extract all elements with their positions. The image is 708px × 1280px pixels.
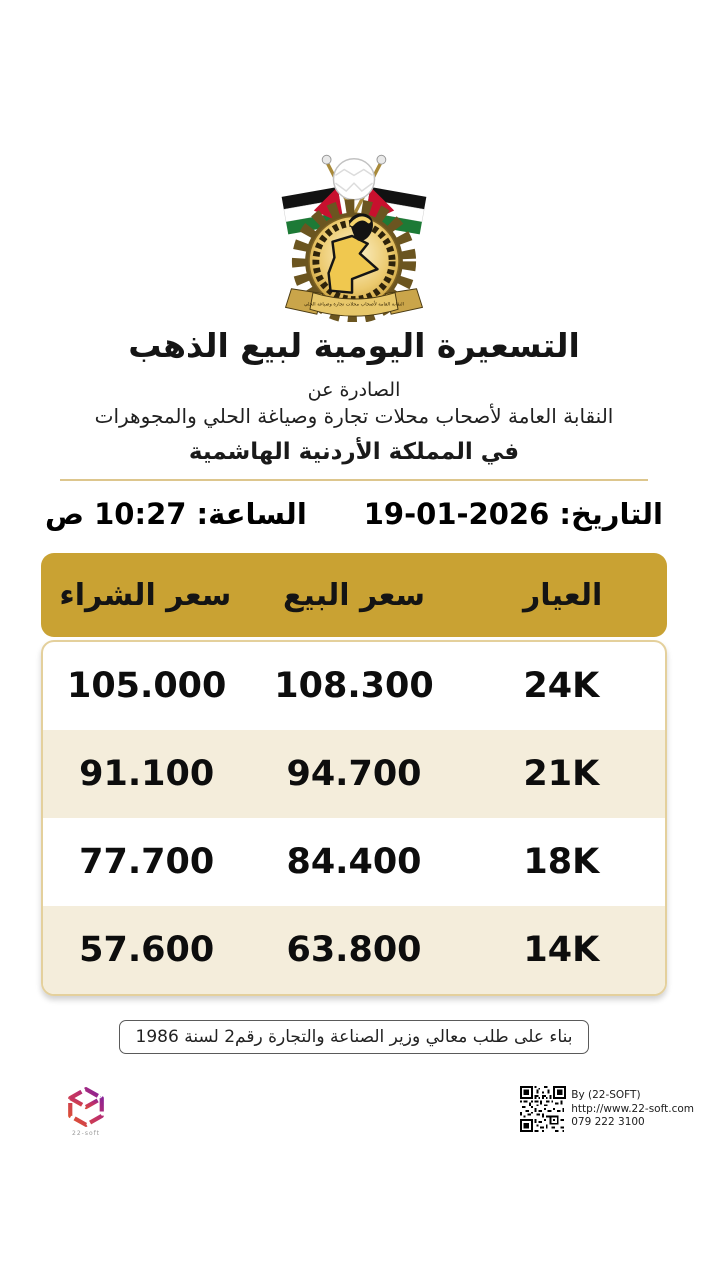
time-field — [45, 497, 307, 531]
subtitle-issued-by: الصادرة عن — [307, 379, 401, 401]
buy-price-cell: 77.700 — [79, 842, 215, 882]
sell-price-cell: 63.800 — [286, 930, 422, 970]
vendor-brand — [56, 1086, 116, 1137]
sell-price-cell: 94.700 — [286, 754, 422, 794]
credit-by: By (22-SOFT) — [571, 1089, 641, 1101]
syndicate-emblem-logo — [266, 146, 442, 322]
date-time-row — [45, 497, 663, 531]
gold-price-table — [41, 553, 667, 996]
table-row — [43, 730, 665, 818]
subtitle-syndicate-name: النقابة العامة لأصحاب محلات تجارة وصياغة الحلي والمجوهرات — [94, 404, 614, 428]
date-field — [364, 497, 663, 531]
buy-price-cell: 91.100 — [79, 754, 215, 794]
table-row — [43, 906, 665, 994]
note-container — [0, 1020, 708, 1054]
gold-divider — [60, 479, 648, 481]
column-header-karat: العيار — [523, 577, 603, 613]
buy-price-cell: 105.000 — [66, 666, 227, 706]
page-title: التسعيرة اليومية لبيع الذهب — [128, 326, 580, 365]
karat-cell: 18K — [523, 842, 600, 882]
legal-note: بناء على طلب معالي وزير الصناعة والتجارة رقم2 لسنة 1986 — [119, 1020, 590, 1054]
subtitle-kingdom: في المملكة الأردنية الهاشمية — [188, 439, 520, 465]
sell-price-cell: 108.300 — [274, 666, 434, 706]
date-label: التاريخ: — [559, 497, 663, 531]
table-row — [43, 818, 665, 906]
vendor-caption: 22-soft — [72, 1130, 100, 1137]
time-value: 10:27 ص — [45, 497, 187, 531]
ribbon-text: النقابة العامة لأصحاب محلات تجارة وصياغة الحلي — [303, 301, 405, 308]
credit-text — [571, 1086, 694, 1130]
table-row — [43, 642, 665, 730]
table-body — [41, 640, 667, 996]
karat-cell: 24K — [523, 666, 600, 706]
credit-block — [520, 1086, 694, 1132]
column-header-sell-price: سعر البيع — [282, 577, 426, 613]
column-header-buy-price: سعر الشراء — [59, 577, 232, 613]
gem-icon — [333, 159, 374, 200]
table-header-row — [41, 553, 667, 637]
sell-price-cell: 84.400 — [286, 842, 422, 882]
date-value: 19-01-2026 — [363, 497, 550, 531]
time-label: الساعة: — [196, 497, 307, 531]
karat-cell: 21K — [523, 754, 600, 794]
karat-cell: 14K — [523, 930, 600, 970]
qr-code-icon — [520, 1086, 566, 1132]
footer — [0, 1086, 708, 1137]
credit-url: http://www.22-soft.com — [571, 1102, 694, 1115]
cube-logo-icon — [64, 1086, 108, 1128]
buy-price-cell: 57.600 — [79, 930, 215, 970]
credit-phone: 079 222 3100 — [571, 1116, 645, 1129]
